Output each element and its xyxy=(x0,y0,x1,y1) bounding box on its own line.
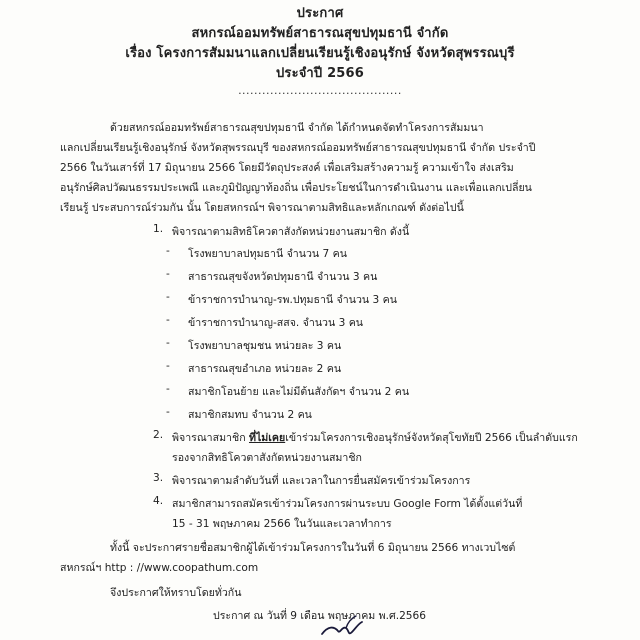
item-2-emphasis: ที่ไม่เคย xyxy=(248,432,286,444)
quota-item: สมาชิกโอนย้าย และไม่มีต้นสังกัดฯ จำนวน 2 คน xyxy=(188,386,410,398)
fiscal-year: ประจำปี 2566 xyxy=(275,66,365,81)
item-4-text: สมาชิกสามารถสมัครเข้าร่วมโครงการผ่านระบบ Google Form ได้ตั้งแต่วันที่ xyxy=(172,498,523,510)
org-name: สหกรณ์ออมทรัพย์สาธารณสุขปทุมธานี จำกัด xyxy=(191,26,449,41)
subject-line: เรื่อง โครงการสัมมนาแลกเปลี่ยนเรียนรู้เชิงอนุรักษ์ จังหวัดสุพรรณบุรี xyxy=(125,46,515,61)
separator-dots: ......................................... xyxy=(238,84,402,97)
item-4-line-2: 15 - 31 พฤษภาคม 2566 ในวันและเวลาทำการ xyxy=(172,518,392,530)
quota-item: ข้าราชการบำนาญ-สสจ. จำนวน 3 คน xyxy=(188,317,364,329)
intro-line-1: ด้วยสหกรณ์ออมทรัพย์สาธารณสุขปทุมธานี จำกัด ได้กำหนดจัดทำโครงการสัมมนา xyxy=(110,122,484,134)
quota-item: โรงพยาบาลปทุมธานี จำนวน 7 คน xyxy=(188,248,347,260)
quota-item: ข้าราชการบำนาญ-รพ.ปทุมธานี จำนวน 3 คน xyxy=(188,294,397,306)
item-3-text: พิจารณาตามลำดับวันที่ และเวลาในการยื่นสมัครเข้าร่วมโครงการ xyxy=(172,475,471,487)
announce-line-2: สหกรณ์ฯ http : //www.coopathum.com xyxy=(60,562,259,574)
doc-title: ประกาศ xyxy=(296,6,344,21)
signature-mark xyxy=(318,604,366,640)
intro-line-4: อนุรักษ์ศิลปวัฒนธรรมประเพณี และภูมิปัญญาท้องถิ่น เพื่อประโยชน์ในการดำเนินงาน และเพื่อแลกเปลี่ยน xyxy=(60,182,532,194)
dash-bullet: - xyxy=(166,268,170,280)
intro-line-5: เรียนรู้ ประสบการณ์ร่วมกัน นั้น โดยสหกรณ์ฯ พิจารณาตามสิทธิและหลักเกณฑ์ ดังต่อไปนี้ xyxy=(60,202,464,214)
quota-item: สาธารณสุขอำเภอ หน่วยละ 2 คน xyxy=(188,363,342,375)
closing-line: จึงประกาศให้ทราบโดยทั่วกัน xyxy=(110,587,242,599)
dash-bullet: - xyxy=(166,360,170,372)
dash-bullet: - xyxy=(166,314,170,326)
item-1-number: 1. xyxy=(153,223,164,235)
dash-bullet: - xyxy=(166,383,170,395)
item-2-post: เข้าร่วมโครงการเชิงอนุรักษ์จังหวัดสุโขทัยปี 2566 เป็นลำดับแรก xyxy=(285,432,578,444)
date-line: ประกาศ ณ วันที่ 9 เดือน พฤษภาคม พ.ศ.2566 xyxy=(213,610,427,622)
quota-item: สาธารณสุขจังหวัดปทุมธานี จำนวน 3 คน xyxy=(188,271,378,283)
quota-item: สมาชิกสมทบ จำนวน 2 คน xyxy=(188,409,312,421)
quota-item: โรงพยาบาลชุมชน หน่วยละ 3 คน xyxy=(188,340,342,352)
item-2-pre: พิจารณาสมาชิก xyxy=(172,432,249,444)
dash-bullet: - xyxy=(166,406,170,418)
intro-line-2: แลกเปลี่ยนเรียนรู้เชิงอนุรักษ์ จังหวัดสุพรรณบุรี ของสหกรณ์ออมทรัพย์สาธารณสุขปทุมธานี จำกัด ประจำปี xyxy=(60,142,536,154)
item-2-number: 2. xyxy=(153,429,164,441)
item-3-number: 3. xyxy=(153,472,164,484)
announce-line-1: ทั้งนี้ จะประกาศรายชื่อสมาชิกผู้ได้เข้าร่วมโครงการในวันที่ 6 มิถุนายน 2566 ทางเวบไซต์ xyxy=(110,542,516,554)
dash-bullet: - xyxy=(166,337,170,349)
dash-bullet: - xyxy=(166,291,170,303)
item-2-line-2: รองจากสิทธิโควตาสังกัดหน่วยงานสมาชิก xyxy=(172,452,362,464)
item-2-text xyxy=(172,429,578,446)
item-1-text: พิจารณาตามสิทธิโควตาสังกัดหน่วยงานสมาชิก ดังนี้ xyxy=(172,226,410,238)
intro-line-3: 2566 ในวันเสาร์ที่ 17 มิถุนายน 2566 โดยมีวัตถุประสงค์ เพื่อเสริมสร้างความรู้ ความเข้าใจ ส่งเสริม xyxy=(60,162,514,174)
dash-bullet: - xyxy=(166,245,170,257)
item-4-number: 4. xyxy=(153,495,164,507)
